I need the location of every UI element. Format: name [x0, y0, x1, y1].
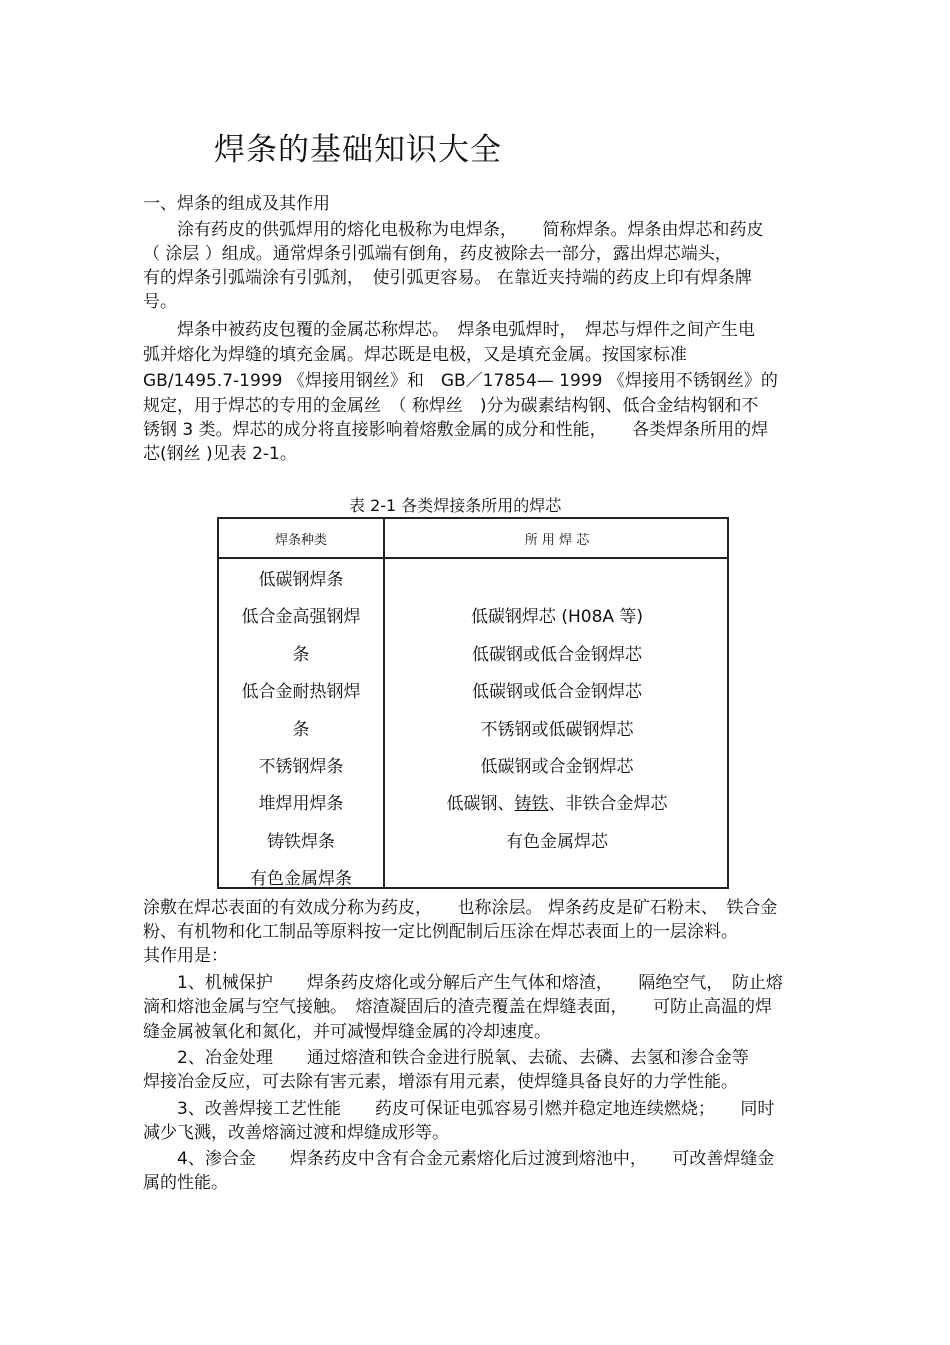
- table-header-cell: 所 用 焊 芯: [524, 533, 590, 548]
- paragraph-line: 焊接冶金反应，可去除有害元素，增添有用元素，使焊缝具备良好的力学性能。: [143, 1072, 738, 1092]
- paragraph-line: 缝金属被氧化和氮化，并可减慢焊缝金属的冷却速度。: [143, 1022, 551, 1042]
- table-cell: 不锈钢焊条: [258, 757, 344, 777]
- paragraph-line: 减少飞溅，改善熔滴过渡和焊缝成形等。: [143, 1123, 449, 1143]
- table-cell: 条: [292, 645, 310, 665]
- paragraph-line: 属的性能。: [143, 1173, 228, 1193]
- paragraph-line: GB/1495.7-1999 《焊接用钢丝》和 GB／17854— 1999 《焊接用不锈钢丝》的: [143, 371, 778, 391]
- paragraph-line: 焊条中被药皮包覆的金属芯称焊芯。 焊条电弧焊时， 焊芯与焊件之间产生电: [143, 320, 755, 340]
- table-cell: 低碳钢或低合金钢焊芯: [472, 682, 642, 702]
- paragraph-line: 涂敷在焊芯表面的有效成分称为药皮， 也称涂层。 焊条药皮是矿石粉末、 铁合金: [143, 898, 778, 918]
- section-heading: 一、焊条的组成及其作用: [143, 194, 330, 214]
- table-cell-text-underlined: 铸铁: [514, 794, 549, 814]
- table-cell-text: 、非铁合金焊芯: [548, 794, 668, 814]
- table-cell: 低碳钢焊芯 (H08A 等): [470, 607, 644, 627]
- electrode-core-table: [217, 517, 729, 889]
- paragraph-line: 2、冶金处理 通过熔渣和铁合金进行脱氧、去硫、去磷、去氢和渗合金等: [143, 1048, 749, 1068]
- table-cell: 有色金属焊条: [250, 869, 352, 889]
- paragraph-line: 4、渗合金 焊条药皮中含有合金元素熔化后过渡到熔池中， 可改善焊缝金: [143, 1149, 775, 1169]
- paragraph-line: 粉、有机物和化工制品等原料按一定比例配制后压涂在焊芯表面上的一层涂料。: [143, 922, 738, 942]
- paragraph-line: 规定，用于焊芯的专用的金属丝 （ 称焊丝 )分为碳素结构钢、低合金结构钢和不: [143, 396, 759, 416]
- table-header-cell: 焊条种类: [274, 533, 327, 548]
- table-cell-text: 低碳钢、: [446, 794, 515, 814]
- paragraph-line: 滴和熔池金属与空气接触。 熔渣凝固后的渣壳覆盖在焊缝表面， 可防止高温的焊: [143, 997, 772, 1017]
- table-cell: 铸铁焊条: [267, 832, 335, 852]
- table-cell: 低碳钢焊条: [258, 570, 344, 590]
- paragraph-line: 芯(钢丝 )见表 2-1。: [143, 444, 297, 464]
- document-title: 焊条的基础知识大全: [214, 132, 502, 168]
- table-cell: 不锈钢或低碳钢焊芯: [480, 720, 634, 740]
- paragraph-line: 号。: [143, 292, 177, 312]
- paragraph-line: 有的焊条引弧端涂有引弧剂， 使引弧更容易。 在靠近夹持端的药皮上印有焊条牌: [143, 268, 752, 288]
- paragraph-line: 其作用是：: [143, 946, 228, 966]
- paragraph-line: 锈钢 3 类。焊芯的成分将直接影响着熔敷金属的成分和性能， 各类焊条所用的焊: [143, 420, 769, 440]
- paragraph-line: 弧并熔化为焊缝的填充金属。焊芯既是电极，又是填充金属。按国家标准: [143, 345, 687, 365]
- table-cell: [385, 789, 729, 814]
- table-cell: 堆焊用焊条: [258, 794, 344, 814]
- paragraph-line: 涂有药皮的供弧焊用的熔化电极称为电焊条， 简称焊条。焊条由焊芯和药皮: [143, 220, 764, 240]
- table-cell: 条: [292, 720, 310, 740]
- table-cell: 低碳钢或低合金钢焊芯: [472, 645, 642, 665]
- table-cell: 低合金高强钢焊: [241, 607, 361, 627]
- table-cell: 低合金耐热钢焊: [241, 682, 361, 702]
- table-caption: 表 2-1 各类焊接条所用的焊芯: [349, 496, 562, 515]
- paragraph-line: （ 涂层 ）组成。通常焊条引弧端有倒角，药皮被除去一部分，露出焊芯端头，: [143, 244, 732, 264]
- table-cell: 低碳钢或合金钢焊芯: [480, 757, 634, 777]
- paragraph-line: 1、机械保护 焊条药皮熔化或分解后产生气体和熔渣， 隔绝空气， 防止熔: [143, 973, 783, 993]
- table-cell: 有色金属焊芯: [506, 832, 608, 852]
- paragraph-line: 3、改善焊接工艺性能 药皮可保证电弧容易引燃并稳定地连续燃烧； 同时: [143, 1099, 775, 1119]
